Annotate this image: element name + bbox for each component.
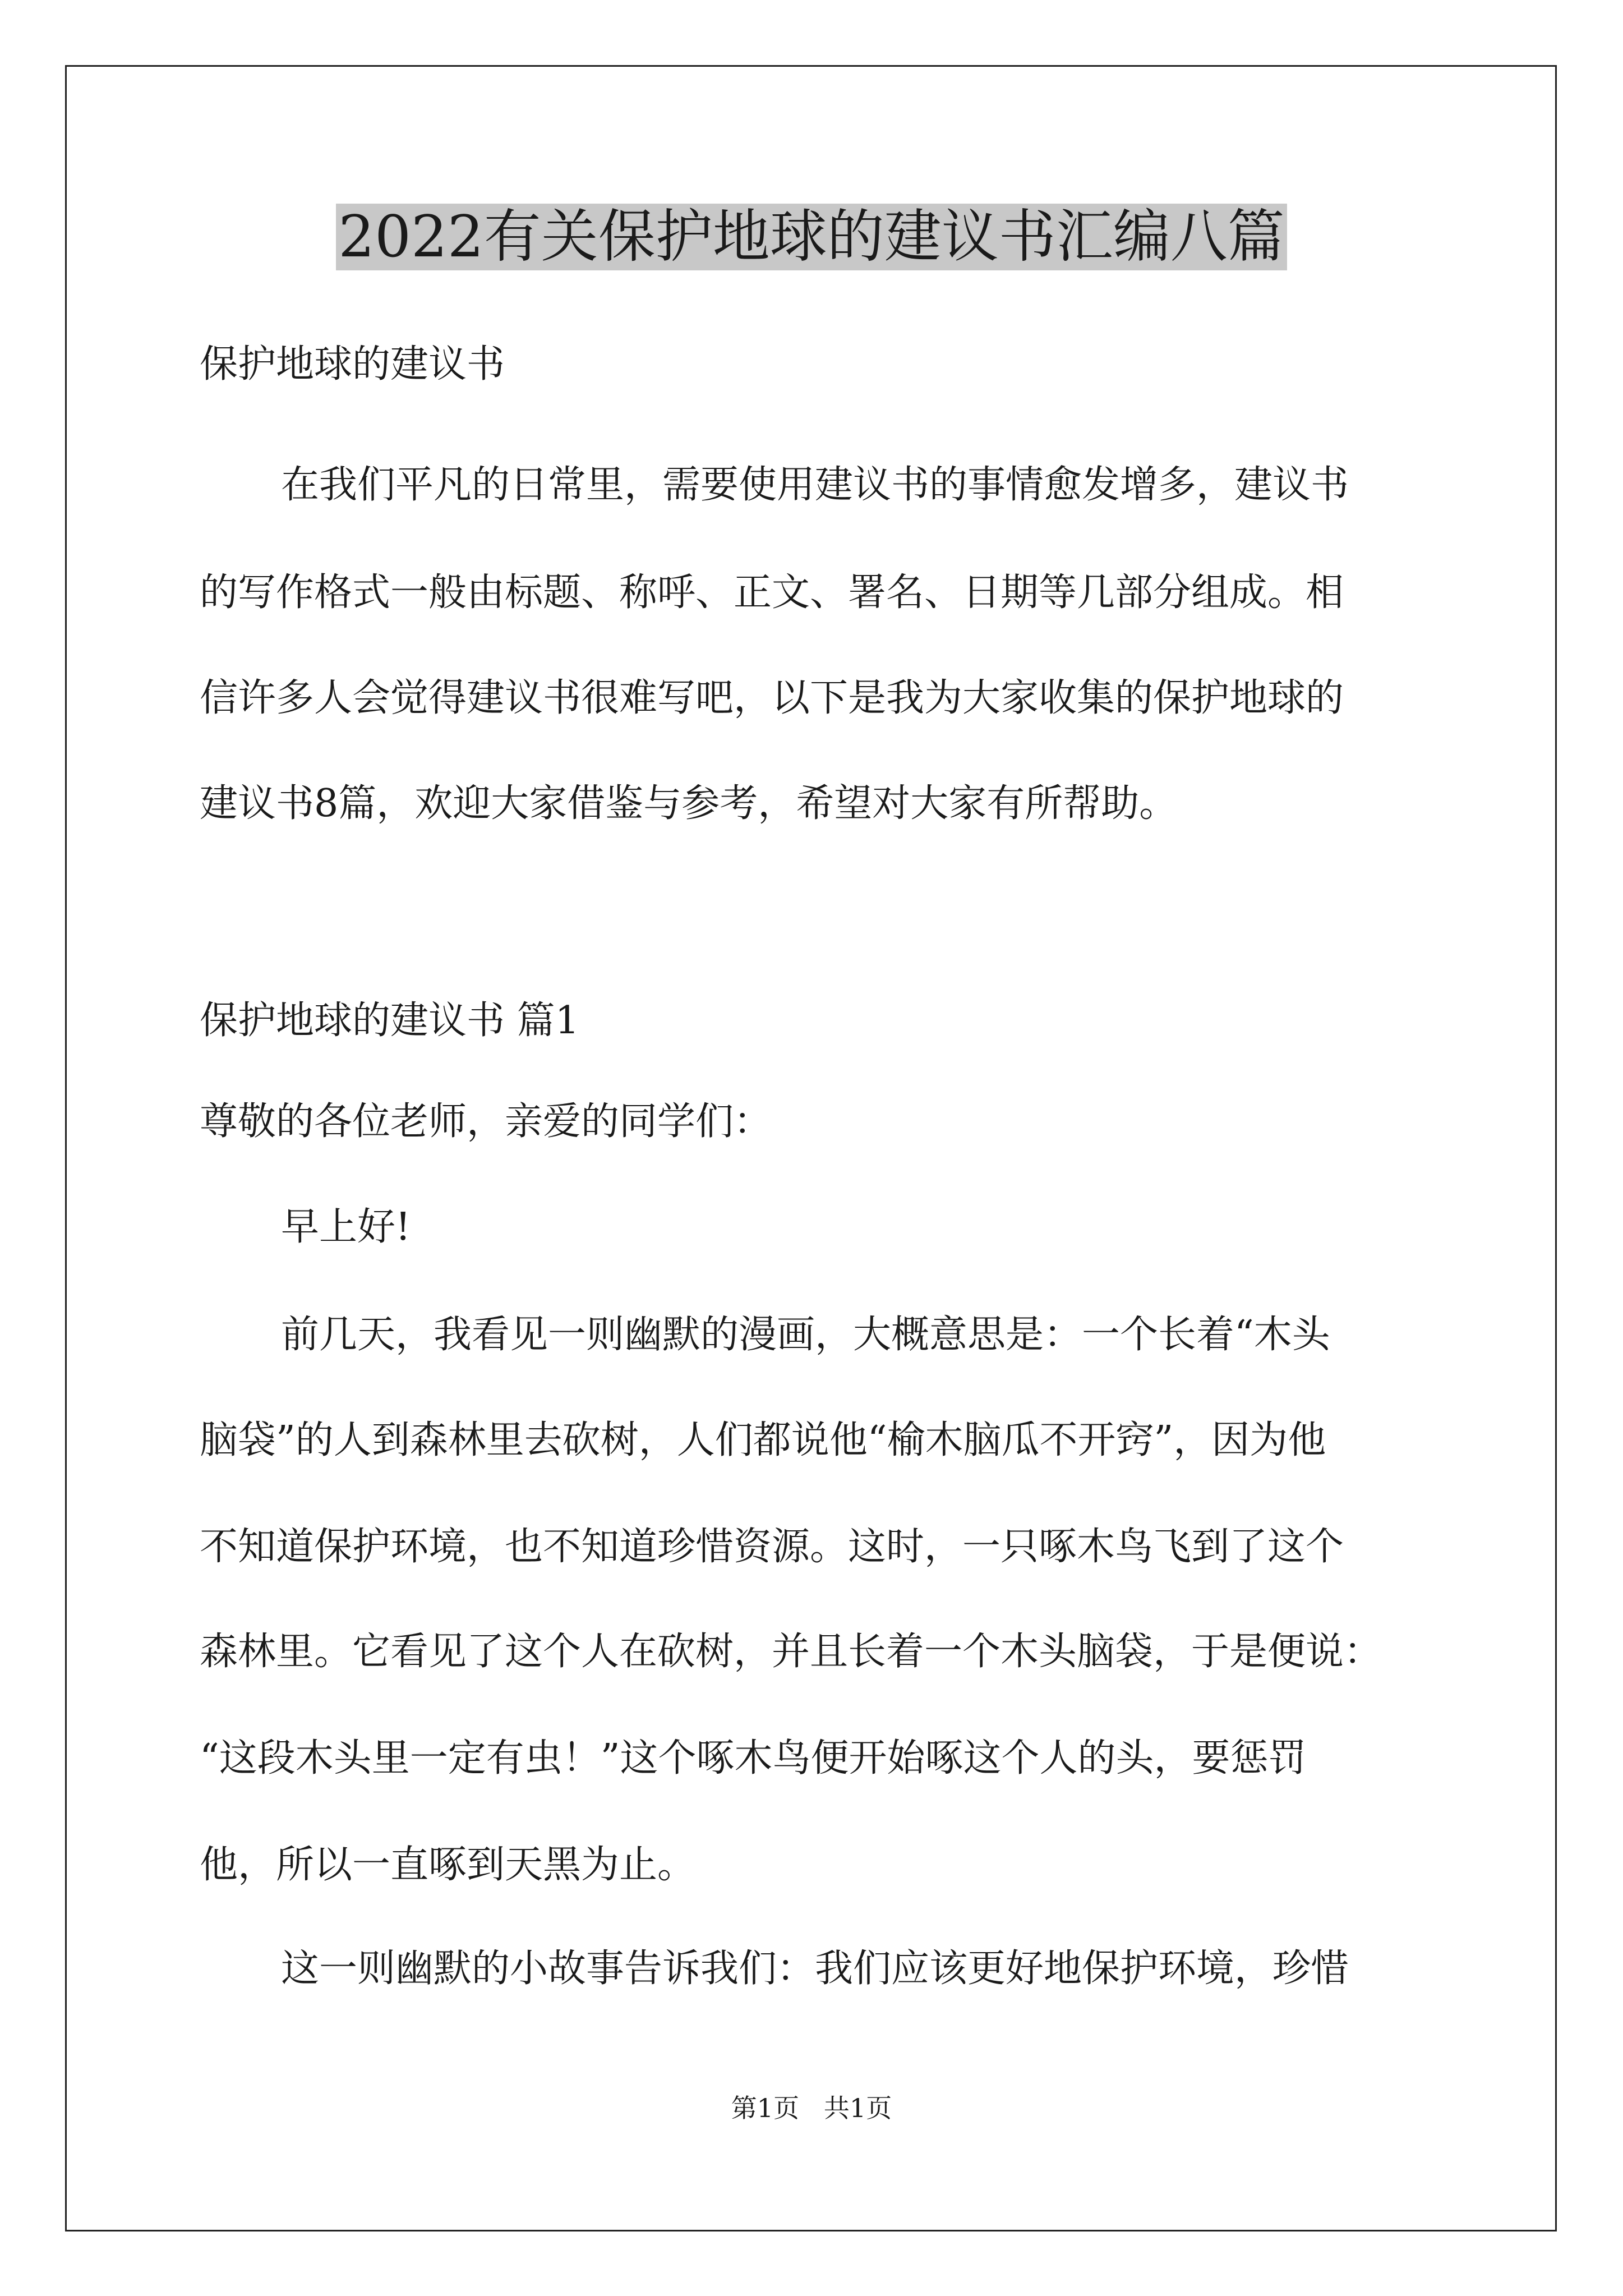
page-number: 第1页 共1页	[731, 2093, 892, 2123]
intro-paragraph-line: 的写作格式一般由标题、称呼、正文、署名、日期等几部分组成。相	[200, 570, 1344, 615]
chapter-heading: 保护地球的建议书 篇1	[200, 999, 579, 1043]
body-paragraph-line: 不知道保护环境，也不知道珍惜资源。这时，一只啄木鸟飞到了这个	[200, 1525, 1344, 1569]
document-title-text: 2022有关保护地球的建议书汇编八篇	[336, 204, 1287, 270]
greeting: 早上好!	[281, 1205, 411, 1249]
body-paragraph-line: 森林里。它看见了这个人在砍树，并且长着一个木头脑袋，于是便说：	[200, 1630, 1382, 1674]
intro-paragraph-line: 建议书8篇，欢迎大家借鉴与参考，希望对大家有所帮助。	[200, 781, 1178, 826]
intro-paragraph-line: 信许多人会觉得建议书很难写吧，以下是我为大家收集的保护地球的	[200, 676, 1344, 720]
body-paragraph-line: 他，所以一直啄到天黑为止。	[200, 1843, 696, 1887]
body-paragraph-line: 脑袋”的人到森林里去砍树，人们都说他“榆木脑瓜不开窍”，因为他	[200, 1418, 1326, 1462]
body-paragraph-line: 前几天，我看见一则幽默的漫画，大概意思是：一个长着“木头	[281, 1313, 1330, 1357]
section-heading: 保护地球的建议书	[200, 342, 505, 386]
document-title	[0, 201, 1623, 274]
body-paragraph-line: “这段木头里一定有虫！”这个啄木鸟便开始啄这个人的头，要惩罚	[200, 1736, 1307, 1780]
body-paragraph-line: 这一则幽默的小故事告诉我们：我们应该更好地保护环境，珍惜	[281, 1947, 1349, 1991]
salutation: 尊敬的各位老师，亲爱的同学们：	[200, 1099, 772, 1144]
intro-paragraph-line: 在我们平凡的日常里，需要使用建议书的事情愈发增多，建议书	[281, 463, 1349, 507]
page-border	[65, 65, 1557, 2231]
